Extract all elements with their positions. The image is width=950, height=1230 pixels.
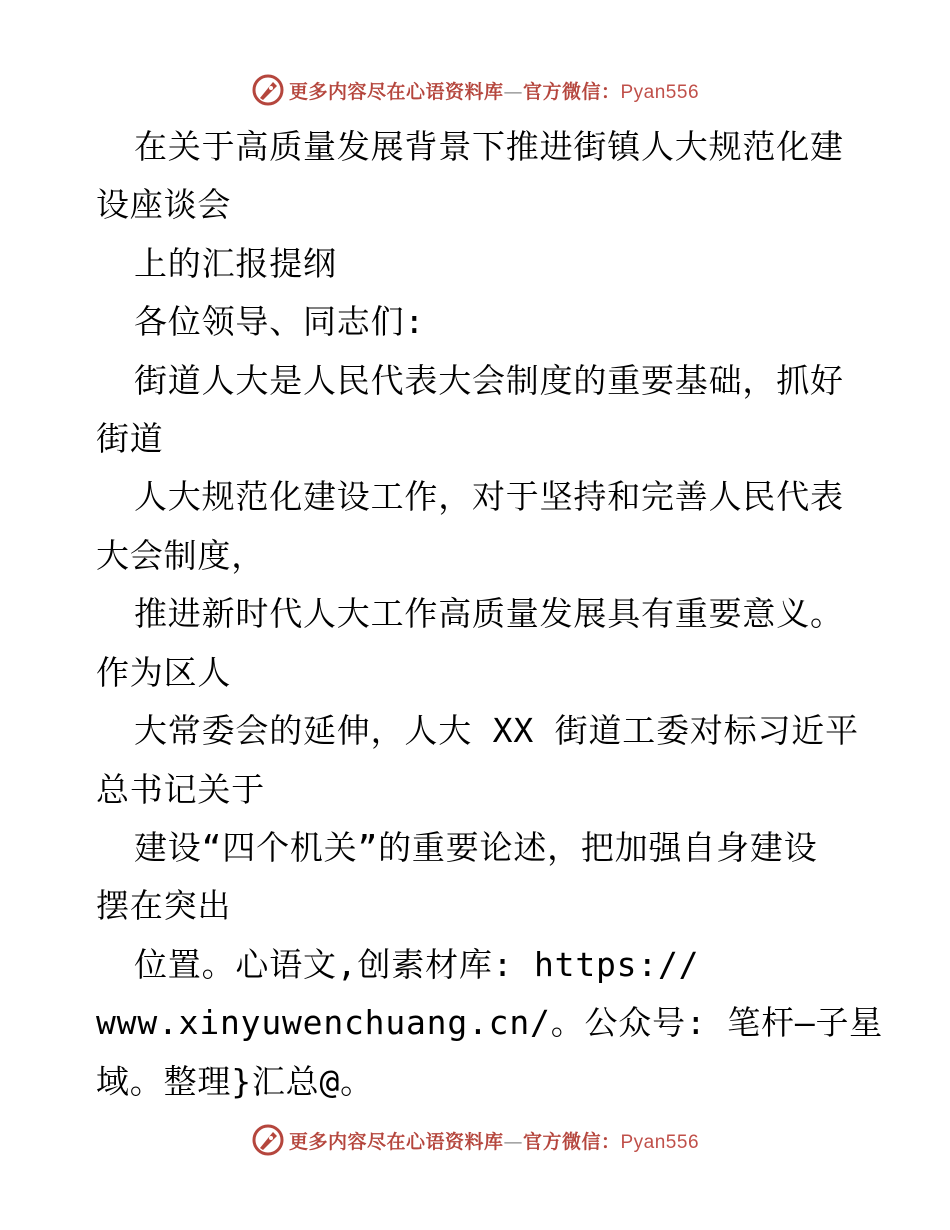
pen-nib-logo-icon — [251, 1123, 285, 1157]
doc-line-title-3: 上的汇报提纲 — [134, 244, 337, 283]
doc-line: 街道 — [96, 419, 164, 458]
header-watermark — [0, 70, 950, 110]
doc-line-title-2: 设座谈会 — [96, 185, 232, 224]
doc-line: 摆在突出 — [96, 886, 232, 925]
pen-nib-logo-icon — [251, 73, 285, 107]
watermark-prefix: 更多内容尽在心语资料库 — [288, 80, 504, 103]
watermark-wechat-id: Pyan556 — [620, 81, 700, 103]
doc-line-salutation: 各位领导、同志们: — [134, 302, 426, 341]
doc-line: 人大规范化建设工作，对于坚持和完善人民代表 — [134, 477, 844, 516]
doc-line: 大会制度， — [96, 536, 265, 575]
doc-line: 域。整理}汇总@。 — [96, 1062, 374, 1101]
doc-line: www.xinyuwenchuang.cn/。公众号: 笔杆—子星 — [96, 1003, 884, 1042]
watermark-dash: — — [503, 80, 523, 103]
watermark-suffix: 官方微信： — [522, 80, 621, 103]
doc-line: 推进新时代人大工作高质量发展具有重要意义。 — [134, 594, 844, 633]
watermark-text — [289, 77, 699, 104]
watermark-text — [289, 1127, 699, 1154]
doc-line: 建设“四个机关”的重要论述，把加强自身建设 — [134, 828, 818, 867]
doc-line: 总书记关于 — [96, 770, 265, 809]
watermark-suffix: 官方微信： — [522, 1130, 621, 1153]
doc-line: 街道人大是人民代表大会制度的重要基础，抓好 — [134, 361, 844, 400]
doc-line: 作为区人 — [96, 653, 232, 692]
footer-watermark — [0, 1120, 950, 1160]
doc-line-title-1: 在关于高质量发展背景下推进街镇人大规范化建 — [134, 127, 844, 166]
watermark-dash: — — [503, 1130, 523, 1153]
doc-line: 位置。心语文,创素材库: https:// — [134, 945, 700, 984]
doc-line: 大常委会的延伸，人大 XX 街道工委对标习近平 — [134, 711, 859, 750]
watermark-prefix: 更多内容尽在心语资料库 — [288, 1130, 504, 1153]
watermark-wechat-id: Pyan556 — [620, 1131, 700, 1153]
